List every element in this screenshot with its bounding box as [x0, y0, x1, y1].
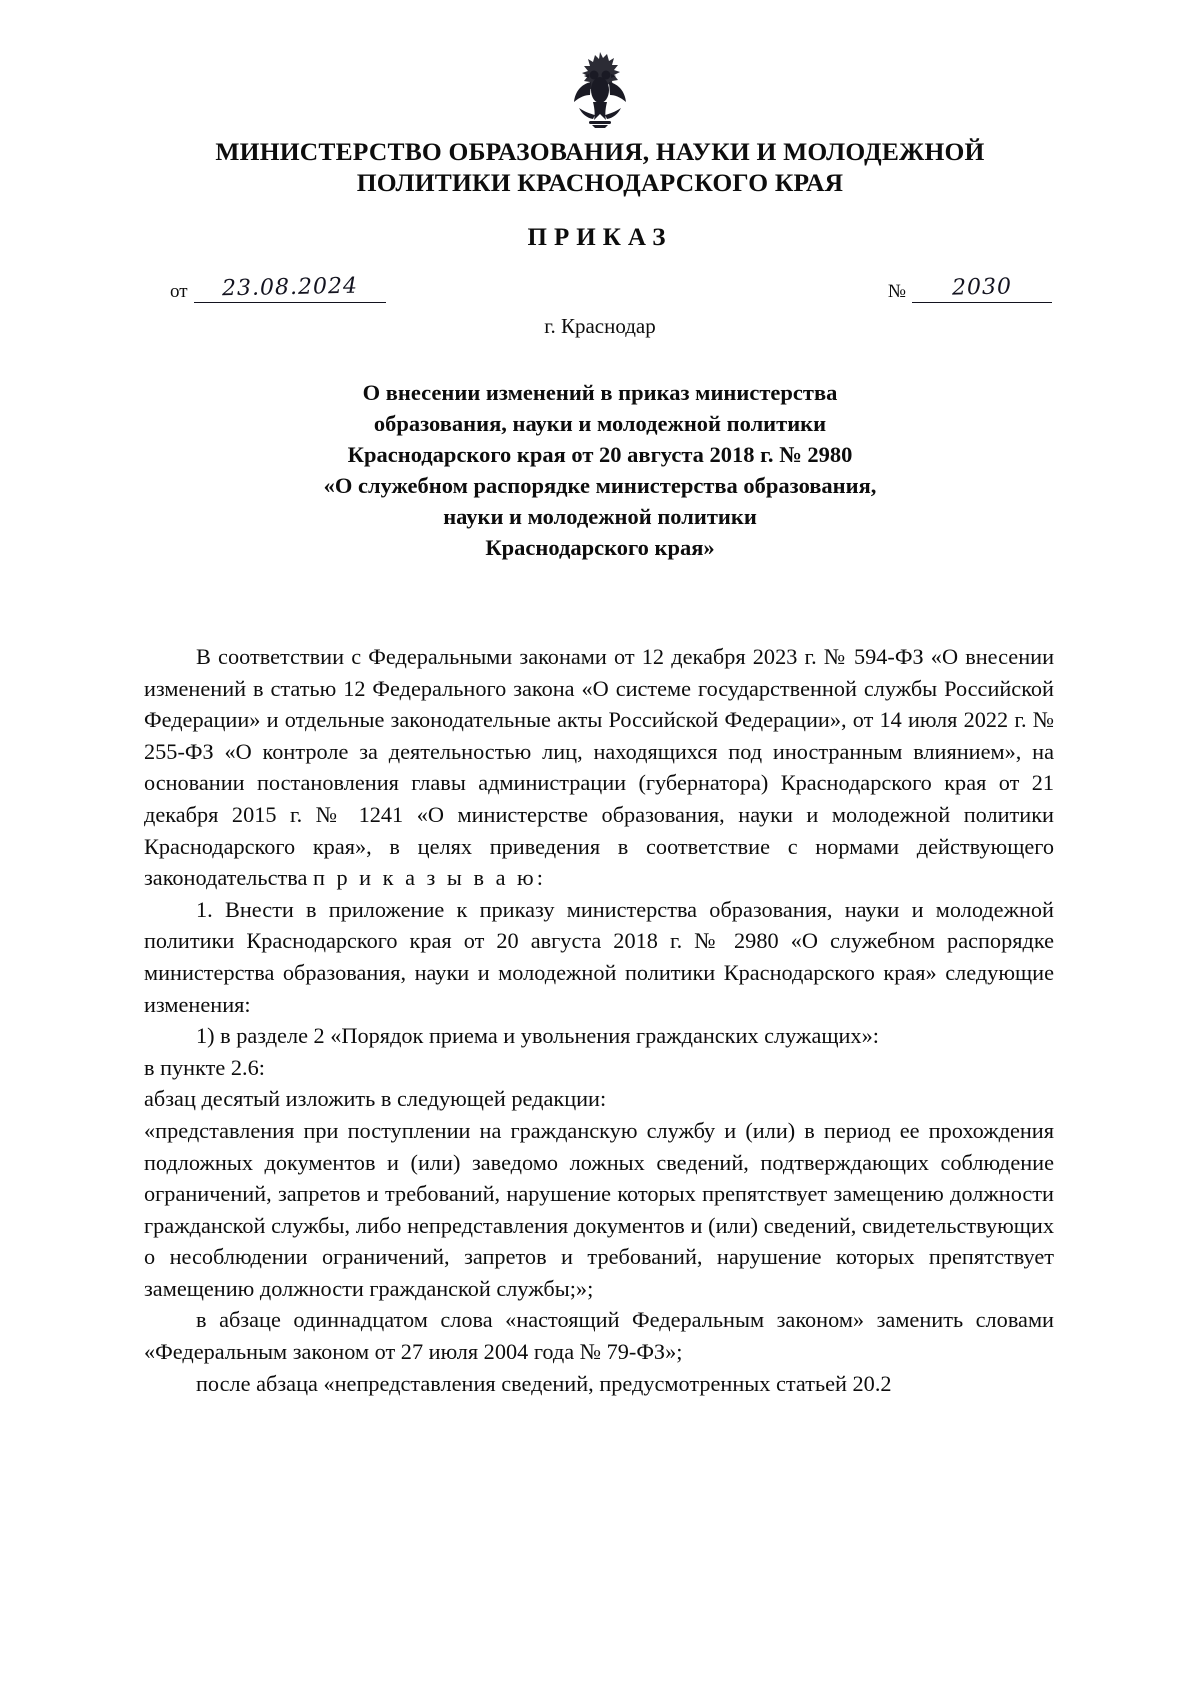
number-label: №	[887, 281, 906, 302]
paragraph-abzac-11: в абзаце одиннадцатом слова «настоящий Федеральным законом» заменить словами «Федеральным законом от 27 июля 2004 года № 79-ФЗ»;	[144, 1307, 1054, 1365]
subject-line-3: Краснодарского края от 20 августа 2018 г. № 2980	[347, 442, 853, 467]
command-word: п р и к а з ы в а ю:	[312, 865, 546, 891]
organization-title	[0, 136, 1200, 198]
subject-line-5: науки и молодежной политики	[443, 504, 757, 529]
document-kind: ПРИКАЗ	[527, 224, 673, 251]
document-date-block	[170, 273, 386, 303]
organization-title-line1: МИНИСТЕРСТВО ОБРАЗОВАНИЯ, НАУКИ И МОЛОДЕЖНОЙ	[215, 137, 985, 166]
paragraph-abzac-10-intro: абзац десятый изложить в следующей редакции:	[144, 1086, 607, 1112]
subject-line-4: «О служебном распорядке министерства образования,	[323, 473, 877, 498]
date-label: от	[170, 281, 188, 302]
date-field	[194, 273, 386, 303]
subject-line-2: образования, науки и молодежной политики	[373, 411, 827, 436]
document-meta-line	[0, 274, 1200, 308]
paragraph-abzac-10-text: «представления при поступлении на гражданскую службу и (или) в период ее прохождения подложных документов и (или) заведомо ложных сведений, подтверждающих соблюдение ограничений, запретов и требований, нарушение которых препятствует замещению должности гражданской службы, либо непредставления документов и (или) сведений, свидетельствующих о несоблюдении ограничений, запретов и требований, нарушение которых препятствует замещению должности гражданской службы;»;	[144, 1117, 1054, 1301]
paragraph-clause-2-6: в пункте 2.6:	[144, 1054, 265, 1080]
emblem-container	[0, 0, 1200, 128]
organization-title-line2: ПОЛИТИКИ КРАСНОДАРСКОГО КРАЯ	[356, 168, 844, 197]
paragraph-subitem-1: 1) в разделе 2 «Порядок приема и увольнения гражданских служащих»:	[196, 1023, 879, 1049]
subject-line-1: О внесении изменений в приказ министерства	[362, 380, 838, 405]
paragraph-after-abzac: после абзаца «непредставления сведений, предусмотренных статьей 20.2	[196, 1370, 892, 1396]
paragraph-item-1: 1. Внести в приложение к приказу министерства образования, науки и молодежной политики Краснодарского края от 20 августа 2018 г. № 2980 «О служебном распорядке министерства образования, науки и молодежной политики Краснодарского края» следующие изменения:	[144, 896, 1054, 1017]
coat-of-arms-icon	[565, 50, 635, 128]
document-number-block	[887, 274, 1052, 303]
city-line: г. Краснодар	[544, 314, 656, 338]
number-value: 2030	[951, 274, 1013, 301]
document-subject	[0, 377, 1200, 563]
paragraph-preamble	[144, 641, 1054, 894]
number-field	[912, 274, 1052, 303]
subject-line-6: Краснодарского края»	[485, 535, 715, 560]
preamble-text: В соответствии с Федеральными законами от 12 декабря 2023 г. № 594-ФЗ «О внесении изменений в статью 12 Федерального закона «О системе государственной службы Российской Федерации» и отдельные законодательные акты Российской Федерации», от 14 июля 2022 г. № 255-ФЗ «О контроле за деятельностью лиц, находящихся под иностранным влиянием», на основании постановления главы администрации (губернатора) Краснодарского края от 21 декабря 2015 г. № 1241 «О министерстве образования, науки и молодежной политики Краснодарского края», в целях приведения в соответствие с нормами действующего законодательства	[144, 644, 1054, 891]
document-body	[0, 641, 1200, 1399]
date-value: 23.08.2024	[221, 273, 358, 302]
